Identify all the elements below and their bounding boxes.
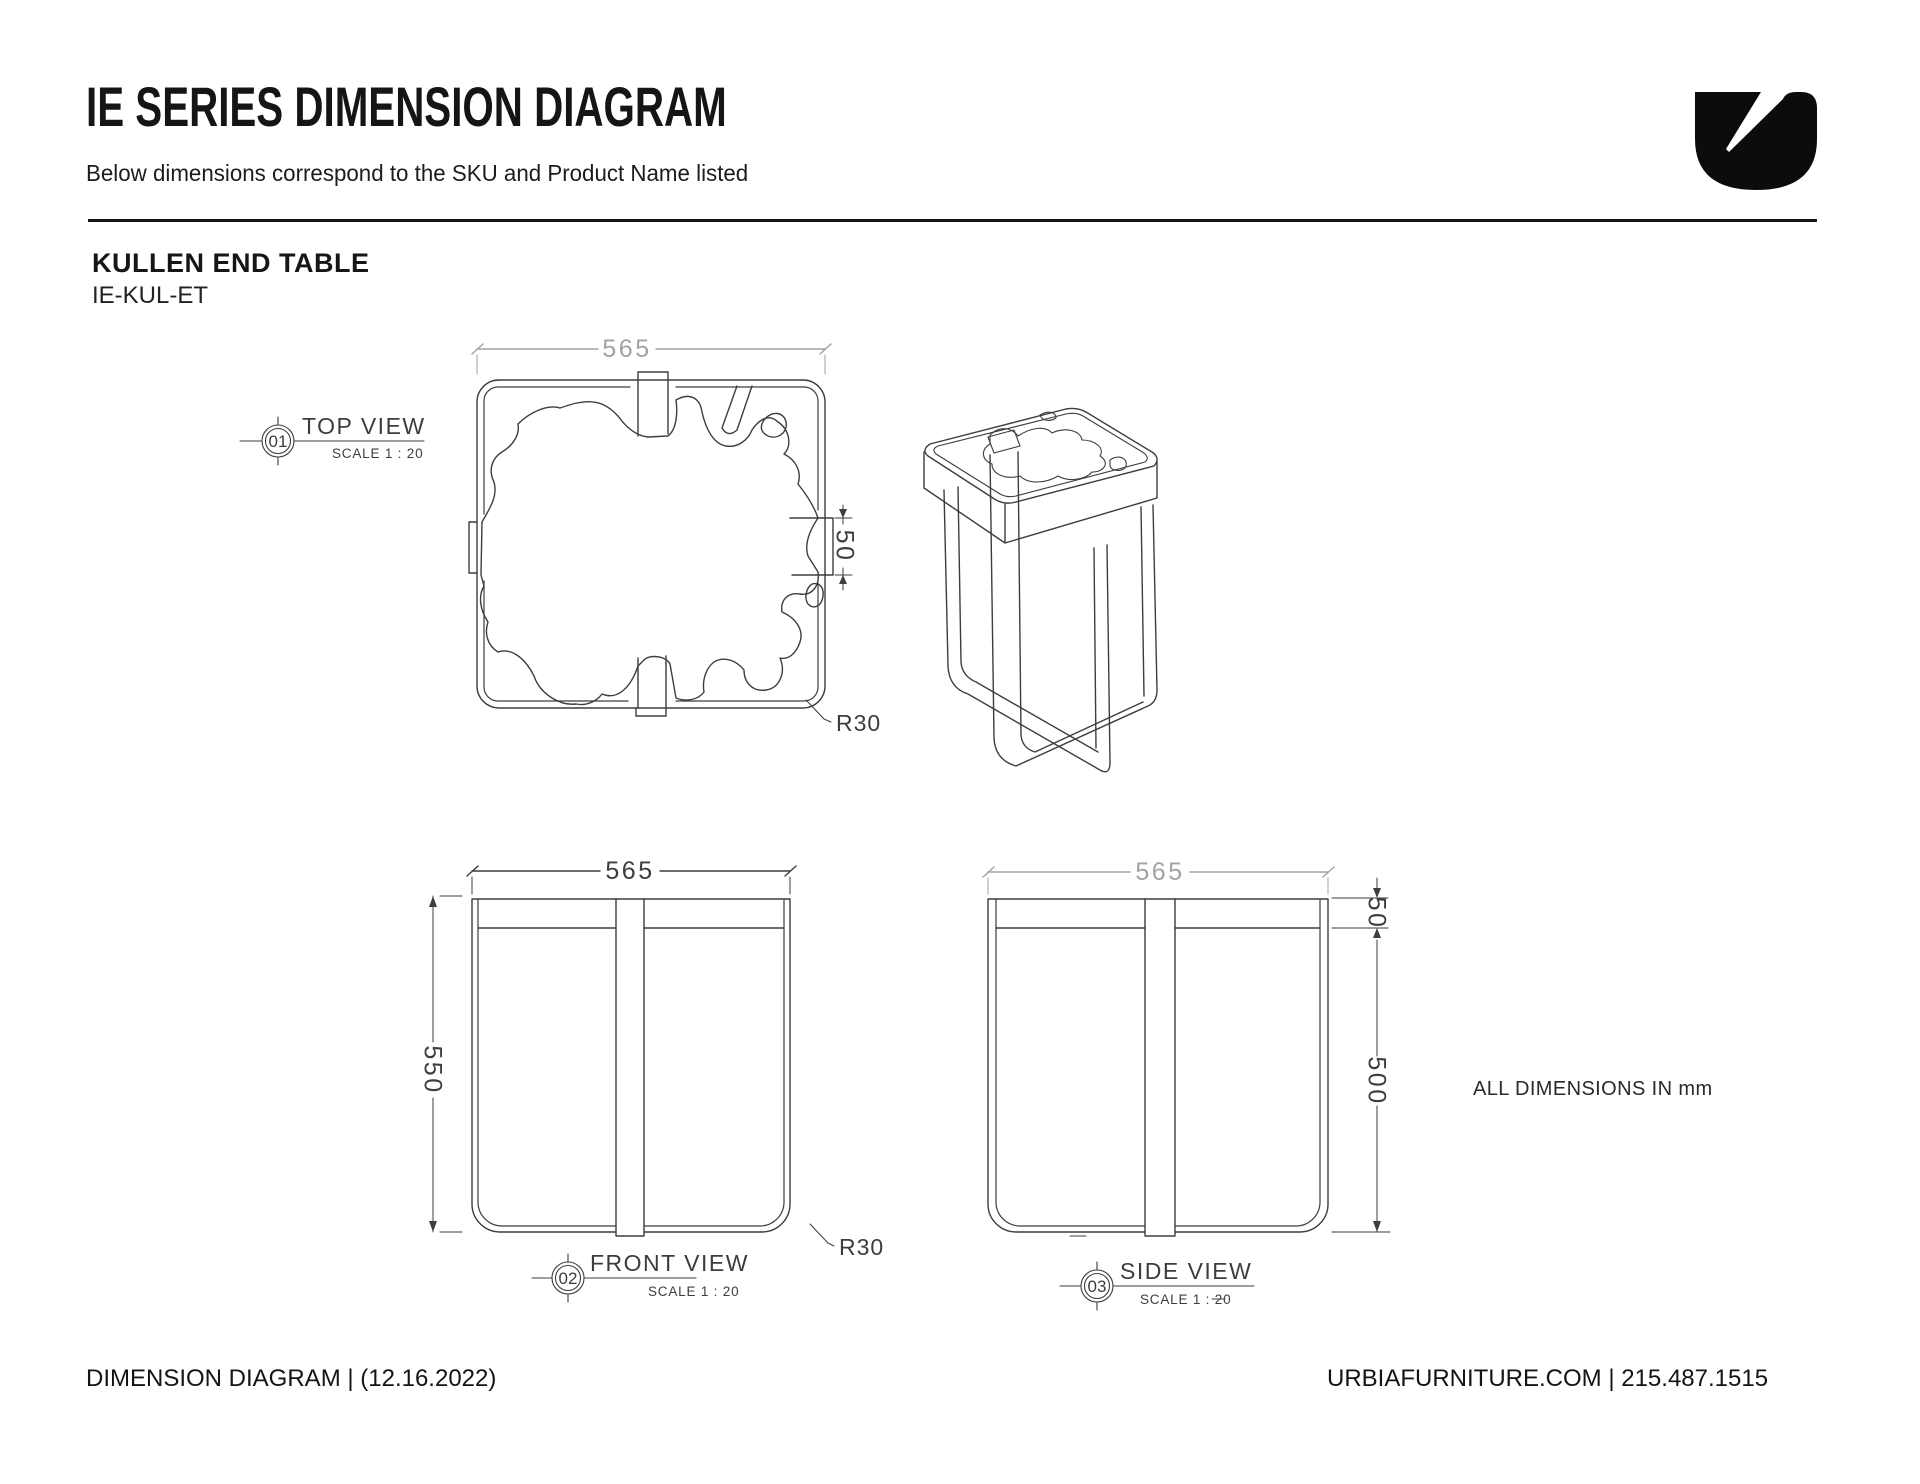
top-view-scale: SCALE 1 : 20 bbox=[332, 446, 424, 461]
side-view-drawing bbox=[983, 867, 1390, 1236]
page-title: IE SERIES DIMENSION DIAGRAM bbox=[86, 75, 727, 138]
side-view-thickness-dim: 50 bbox=[1362, 896, 1391, 930]
top-view-radius-label: R30 bbox=[836, 710, 882, 736]
front-view-width-dim: 565 bbox=[605, 857, 655, 885]
footer-contact-info: URBIAFURNITURE.COM | 215.487.1515 bbox=[1327, 1365, 1769, 1392]
front-view-radius-label: R30 bbox=[839, 1234, 885, 1260]
product-sku: IE-KUL-ET bbox=[92, 282, 209, 309]
units-note: ALL DIMENSIONS IN mm bbox=[1473, 1078, 1713, 1100]
side-view-leg-height-dim: 500 bbox=[1362, 1056, 1391, 1106]
top-view-strap-dim: 50 bbox=[830, 529, 859, 563]
side-view-scale: SCALE 1 : 20 bbox=[1140, 1292, 1232, 1307]
page-subtitle: Below dimensions correspond to the SKU and Product Name listed bbox=[86, 160, 749, 186]
front-view-title: FRONT VIEW bbox=[590, 1250, 749, 1276]
top-view-number: 01 bbox=[268, 432, 288, 451]
top-view-title: TOP VIEW bbox=[302, 413, 426, 439]
front-view-scale: SCALE 1 : 20 bbox=[648, 1284, 740, 1299]
side-view-title: SIDE VIEW bbox=[1120, 1258, 1253, 1284]
perspective-view-drawing bbox=[924, 408, 1157, 771]
top-view-drawing bbox=[469, 344, 852, 722]
top-view-width-dim: 565 bbox=[602, 335, 652, 363]
footer-document-info: DIMENSION DIAGRAM | (12.16.2022) bbox=[86, 1365, 497, 1392]
front-view-drawing bbox=[429, 866, 834, 1246]
side-view-number: 03 bbox=[1087, 1277, 1107, 1296]
front-view-number: 02 bbox=[558, 1269, 578, 1288]
front-view-height-dim: 550 bbox=[418, 1045, 447, 1095]
side-view-width-dim: 565 bbox=[1135, 858, 1185, 886]
product-name: KULLEN END TABLE bbox=[92, 248, 370, 278]
